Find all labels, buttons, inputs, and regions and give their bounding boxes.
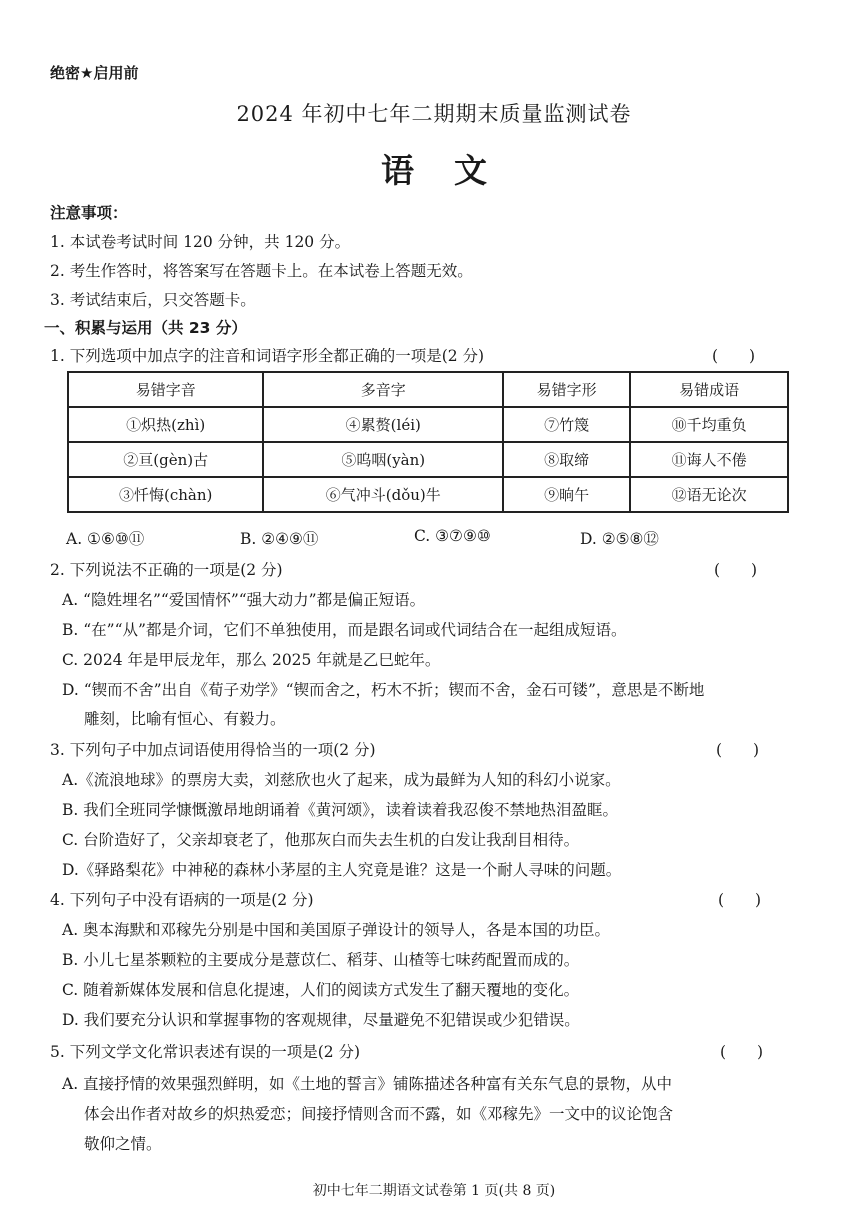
page-footer: 初中七年二期语文试卷第 1 页(共 8 页)	[312, 1183, 556, 1199]
option-d: D. 我们要充分认识和掌握事物的客观规律，尽量避免不犯错误或少犯错误。	[62, 1011, 580, 1029]
option-a: A. “隐姓埋名”“爱国情怀”“强大动力”都是偏正短语。	[62, 591, 426, 609]
table-cell: ②亘(gèn)古	[68, 442, 263, 477]
question-stem: 2. 下列说法不正确的一项是(2 分)	[50, 561, 283, 579]
table-header: 易错字形	[503, 372, 630, 407]
subject-title: 语文	[381, 151, 527, 190]
table-row	[68, 407, 788, 442]
option-b: B. 小儿七星茶颗粒的主要成分是薏苡仁、稻芽、山楂等七味药配置而成的。	[62, 951, 580, 969]
section-heading: 一、积累与运用（共 23 分）	[44, 319, 247, 337]
table-cell: ③忏悔(chàn)	[68, 477, 263, 512]
question-stem: 5. 下列文学文化常识表述有误的一项是(2 分)	[50, 1043, 361, 1061]
notice-item: 3. 考试结束后，只交答题卡。	[50, 291, 256, 309]
choice-a: A. ①⑥⑩⑪	[66, 530, 145, 548]
choice-d: D. ②⑤⑧⑫	[580, 530, 659, 548]
table-header: 易错字音	[68, 372, 263, 407]
option-a-continued: 敬仰之情。	[84, 1135, 162, 1153]
choice-b: B. ②④⑨⑪	[240, 530, 319, 548]
table-header-row	[68, 372, 788, 407]
notice-heading: 注意事项：	[50, 204, 128, 222]
table-row	[68, 442, 788, 477]
notice-item: 2. 考生作答时，将答案写在答题卡上。在本试卷上答题无效。	[50, 262, 473, 280]
question-stem: 1. 下列选项中加点字的注音和词语字形全都正确的一项是(2 分)	[50, 347, 485, 365]
option-d: D. “锲而不舍”出自《荀子劝学》“锲而舍之，朽木不折；锲而不舍，金石可镂”，意思是不断地	[62, 681, 705, 699]
exam-title: 2024 年初中七年二期期末质量监测试卷	[236, 102, 632, 126]
answer-paren: ( )	[712, 347, 756, 365]
table-cell: ⑥气冲斗(dǒu)牛	[263, 477, 503, 512]
option-d-continued: 雕刻，比喻有恒心、有毅力。	[84, 710, 286, 728]
choice-c: C. ③⑦⑨⑩	[414, 527, 491, 545]
option-d: D.《驿路梨花》中神秘的森林小茅屋的主人究竟是谁？这是一个耐人寻味的问题。	[62, 861, 622, 879]
table-cell: ④累赘(léi)	[263, 407, 503, 442]
answer-paren: ( )	[720, 1043, 764, 1061]
question-stem: 4. 下列句子中没有语病的一项是(2 分)	[50, 891, 314, 909]
table-cell: ⑧取缔	[503, 442, 630, 477]
table-cell: ⑨晌午	[503, 477, 630, 512]
answer-paren: ( )	[714, 561, 758, 579]
option-b: B. 我们全班同学慷慨激昂地朗诵着《黄河颂》，读着读着我忍俊不禁地热泪盈眶。	[62, 801, 618, 819]
option-a: A. 直接抒情的效果强烈鲜明，如《土地的誓言》铺陈描述各种富有关东气息的景物，从中	[62, 1075, 673, 1093]
table-cell: ⑤呜咽(yàn)	[263, 442, 503, 477]
answer-paren: ( )	[716, 741, 760, 759]
table-header: 易错成语	[630, 372, 788, 407]
answer-paren: ( )	[718, 891, 762, 909]
q1-table	[67, 371, 789, 513]
option-c: C. 随着新媒体发展和信息化提速，人们的阅读方式发生了翻天覆地的变化。	[62, 981, 580, 999]
question-stem: 3. 下列句子中加点词语使用得恰当的一项(2 分)	[50, 741, 376, 759]
table-cell: ⑦竹篾	[503, 407, 630, 442]
table-cell: ⑫语无论次	[630, 477, 788, 512]
table-row	[68, 477, 788, 512]
notice-item: 1. 本试卷考试时间 120 分钟，共 120 分。	[50, 233, 351, 251]
option-a-continued: 体会出作者对故乡的炽热爱恋；间接抒情则含而不露，如《邓稼先》一文中的议论饱含	[84, 1105, 674, 1123]
table-cell: ⑩千均重负	[630, 407, 788, 442]
option-c: C. 2024 年是甲辰龙年，那么 2025 年就是乙巳蛇年。	[62, 651, 441, 669]
option-c: C. 台阶造好了，父亲却衰老了，他那灰白而失去生机的白发让我刮目相待。	[62, 831, 580, 849]
option-a: A.《流浪地球》的票房大卖，刘慈欣也火了起来，成为最鲜为人知的科幻小说家。	[62, 771, 621, 789]
option-a: A. 奥本海默和邓稼先分别是中国和美国原子弹设计的领导人，各是本国的功臣。	[62, 921, 611, 939]
table-header: 多音字	[263, 372, 503, 407]
table-cell: ①炽热(zhì)	[68, 407, 263, 442]
confidential-label: 绝密★启用前	[50, 64, 139, 82]
option-b: B. “在”“从”都是介词，它们不单独使用，而是跟名词或代词结合在一起组成短语。	[62, 621, 627, 639]
table-cell: ⑪诲人不倦	[630, 442, 788, 477]
